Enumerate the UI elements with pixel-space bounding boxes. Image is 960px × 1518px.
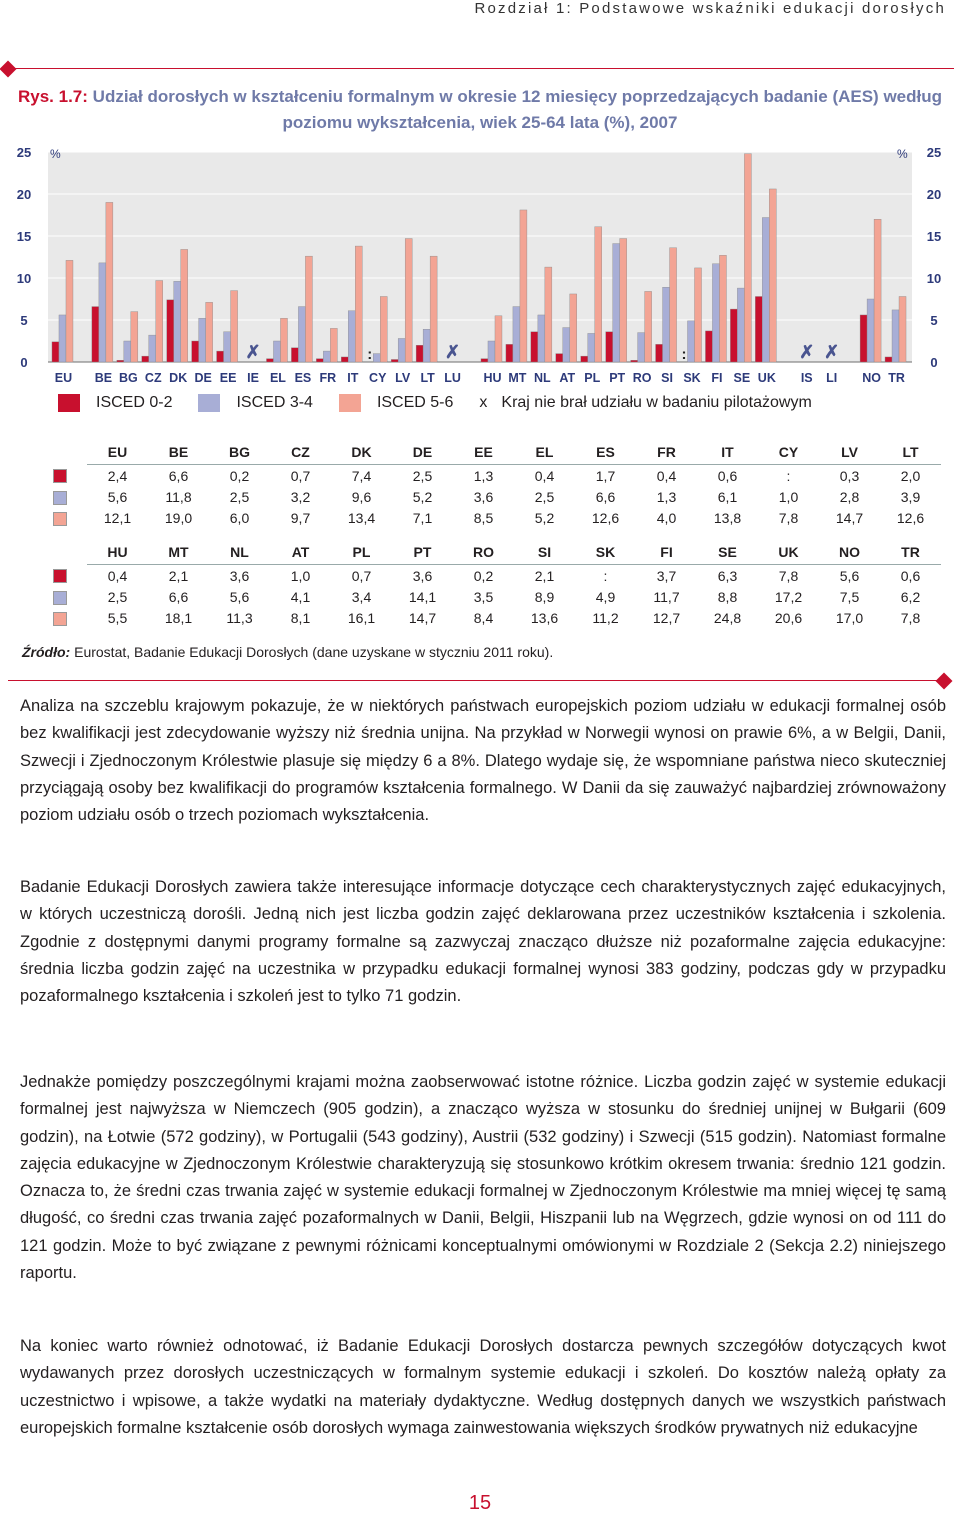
table-header-cell: LV bbox=[819, 440, 880, 465]
table-header-cell: BE bbox=[148, 440, 209, 465]
table-cell: 11,3 bbox=[226, 609, 253, 626]
missing-mark: ✗ bbox=[245, 342, 261, 362]
x-tick-label: NO bbox=[862, 371, 881, 385]
table-cell: 3,6 bbox=[229, 567, 250, 584]
table-row bbox=[32, 507, 941, 528]
running-head: Rozdział 1: Podstawowe wskaźniki edukacji dorosłych bbox=[474, 0, 946, 17]
bar-no-s1 bbox=[867, 299, 874, 362]
source-note bbox=[22, 644, 553, 660]
x-tick-label: AT bbox=[559, 371, 576, 385]
table-cell: 1,3 bbox=[473, 467, 494, 484]
bar-de-s0 bbox=[192, 341, 199, 362]
data-table-1 bbox=[32, 440, 941, 528]
x-tick-label: FI bbox=[711, 371, 723, 385]
x-tick-label: MT bbox=[508, 371, 527, 385]
bar-pl-s2 bbox=[595, 227, 602, 362]
table-cell: 14,7 bbox=[408, 609, 437, 626]
y-tick-label-left: 25 bbox=[16, 145, 32, 160]
bar-be-s0 bbox=[92, 307, 99, 362]
x-tick-label: IE bbox=[247, 371, 259, 385]
table-cell: 3,7 bbox=[656, 567, 677, 584]
x-tick-label: LV bbox=[395, 371, 411, 385]
table-header-cell: SI bbox=[514, 540, 575, 565]
bar-fr-s1 bbox=[323, 351, 330, 362]
table-header-cell: SE bbox=[697, 540, 758, 565]
table-cell: 8,9 bbox=[534, 588, 555, 605]
table-row bbox=[32, 565, 941, 587]
bar-lv-s0 bbox=[391, 359, 398, 362]
figure-title-line2: poziomu wykształcenia, wiek 25-64 lata (%), 2007 bbox=[282, 113, 678, 132]
table-cell: 0,4 bbox=[107, 567, 128, 584]
figure-title bbox=[0, 84, 960, 136]
bar-it-s1 bbox=[348, 311, 355, 362]
table-header-cell: PL bbox=[331, 540, 392, 565]
bar-mt-s0 bbox=[506, 344, 513, 362]
table-cell: 4,1 bbox=[290, 588, 311, 605]
bar-lv-s1 bbox=[398, 338, 405, 362]
table-cell: 14,1 bbox=[408, 588, 437, 605]
x-tick-label: CY bbox=[369, 371, 387, 385]
table-cell: 1,3 bbox=[656, 488, 677, 505]
table-cell: 3,4 bbox=[351, 588, 372, 605]
bar-uk-s2 bbox=[769, 189, 776, 362]
table-cell: 5,5 bbox=[107, 609, 128, 626]
table-header-cell: CY bbox=[758, 440, 819, 465]
table-cell: 13,8 bbox=[713, 509, 742, 526]
y-unit-left: % bbox=[50, 147, 61, 161]
table-header-cell: AT bbox=[270, 540, 331, 565]
x-tick-label: LI bbox=[826, 371, 838, 385]
bar-hu-s2 bbox=[495, 316, 502, 362]
table-cell: 0,7 bbox=[290, 467, 311, 484]
table-cell: : bbox=[786, 467, 791, 484]
chart-legend bbox=[58, 394, 812, 412]
bar-uk-s0 bbox=[755, 296, 762, 362]
table-cell: 3,6 bbox=[412, 567, 433, 584]
x-tick-label: ES bbox=[294, 371, 312, 385]
bar-eu-s1 bbox=[59, 315, 66, 362]
x-tick-label: SK bbox=[683, 371, 701, 385]
x-tick-label: HU bbox=[483, 371, 502, 385]
bar-ro-s2 bbox=[645, 291, 652, 362]
table-header-cell: EU bbox=[87, 440, 148, 465]
table-cell: 1,0 bbox=[778, 488, 799, 505]
paragraph-2: Badanie Edukacji Dorosłych zawiera także interesujące informacje dotyczące cech charakterystycznych zajęć edukacyjnych, w których uczestniczą dorośli. Jedną nich jest liczba godzin zajęć deklarowana przez uczestników kształcenia i szkolenia. Zgodnie z dostępnymi danymi programy formalne są zazwyczaj znacząco dłuższe niż pozaformalne zajęcia edukacyjne: średnia liczba godzin zajęć na uczestnika w przypadku edukacji formalnej wynosi 383 godziny, podczas gdy w przypadku pozaformalnego kształcenia i szkoleń jest to tylko 71 godzin. bbox=[20, 878, 946, 1006]
table-cell: 12,6 bbox=[591, 509, 620, 526]
bar-be-s1 bbox=[99, 263, 106, 362]
bar-ee-s0 bbox=[217, 351, 224, 362]
bar-hu-s0 bbox=[481, 359, 488, 362]
table-header-cell: CZ bbox=[270, 440, 331, 465]
x-tick-label: LU bbox=[444, 371, 461, 385]
x-tick-label: SI bbox=[661, 371, 673, 385]
table-cell: 8,4 bbox=[473, 609, 494, 626]
table-cell: 19,0 bbox=[164, 509, 193, 526]
table-cell: 2,1 bbox=[168, 567, 189, 584]
bar-it-s0 bbox=[341, 357, 348, 362]
table-cell: 2,8 bbox=[839, 488, 860, 505]
bar-nl-s2 bbox=[545, 267, 552, 362]
table-cell: 9,7 bbox=[290, 509, 311, 526]
table-header-cell: DK bbox=[331, 440, 392, 465]
x-tick-label: PT bbox=[609, 371, 626, 385]
y-tick-label-left: 20 bbox=[16, 187, 32, 202]
bar-se-s2 bbox=[744, 154, 751, 362]
bar-si-s2 bbox=[670, 248, 677, 362]
x-tick-label: EL bbox=[269, 371, 286, 385]
bar-dk-s0 bbox=[167, 300, 174, 362]
table-cell: 2,5 bbox=[229, 488, 250, 505]
table-header-cell: BG bbox=[209, 440, 270, 465]
table-cell: 13,6 bbox=[530, 609, 559, 626]
table-header-cell: NO bbox=[819, 540, 880, 565]
bar-cy-s2 bbox=[380, 296, 387, 362]
legend-label-isced02: ISCED 0-2 bbox=[96, 394, 173, 411]
table-cell: 2,5 bbox=[534, 488, 555, 505]
bar-bg-s1 bbox=[124, 341, 131, 362]
bar-ee-s1 bbox=[224, 332, 231, 362]
table-row bbox=[32, 465, 941, 487]
figure-title-line1: Udział dorosłych w kształceniu formalnym w okresie 12 miesięcy poprzedzających badanie (AES) według bbox=[92, 87, 942, 106]
table-cell: 0,6 bbox=[717, 467, 738, 484]
bar-pl-s0 bbox=[581, 356, 588, 362]
table-cell: 7,5 bbox=[839, 588, 860, 605]
table-row bbox=[32, 486, 941, 507]
bar-sk-s2 bbox=[695, 268, 702, 362]
bar-cz-s1 bbox=[149, 335, 156, 362]
series-marker bbox=[53, 491, 67, 505]
bar-eu-s0 bbox=[52, 342, 59, 362]
table-cell: 7,8 bbox=[778, 567, 799, 584]
y-tick-label-right: 20 bbox=[926, 187, 942, 202]
y-tick-label-right: 15 bbox=[926, 229, 942, 244]
table-cell: 6,6 bbox=[595, 488, 616, 505]
legend-label-isced34: ISCED 3-4 bbox=[236, 394, 313, 411]
bar-es-s1 bbox=[298, 307, 305, 362]
table-cell: 14,7 bbox=[835, 509, 864, 526]
table-cell: 5,6 bbox=[229, 588, 250, 605]
y-unit-right: % bbox=[897, 147, 908, 161]
bottom-rule-diamond bbox=[936, 673, 953, 690]
bar-pt-s2 bbox=[620, 239, 627, 362]
table-header-cell: DE bbox=[392, 440, 453, 465]
x-tick-label: DK bbox=[169, 371, 188, 385]
table-cell: 17,2 bbox=[774, 588, 803, 605]
table-cell: 2,4 bbox=[107, 467, 128, 484]
table-header-cell: RO bbox=[453, 540, 514, 565]
table-cell: 2,1 bbox=[534, 567, 555, 584]
bar-el-s1 bbox=[273, 341, 280, 362]
figure-number: Rys. 1.7: bbox=[18, 87, 88, 106]
table-cell: 7,8 bbox=[778, 509, 799, 526]
table-cell: 0,3 bbox=[839, 467, 860, 484]
y-tick-label-left: 10 bbox=[16, 271, 32, 286]
table-cell: 6,2 bbox=[900, 588, 921, 605]
table-cell: : bbox=[603, 567, 608, 584]
y-tick-label-right: 25 bbox=[926, 145, 942, 160]
table-header-cell: IT bbox=[697, 440, 758, 465]
bar-tr-s2 bbox=[899, 296, 906, 362]
table-cell: 8,5 bbox=[473, 509, 494, 526]
table-header-cell: ES bbox=[575, 440, 636, 465]
table-cell: 0,7 bbox=[351, 567, 372, 584]
bar-cy-s1 bbox=[373, 354, 380, 362]
table-cell: 0,2 bbox=[473, 567, 494, 584]
x-tick-label: RO bbox=[632, 371, 652, 385]
bar-bg-s2 bbox=[131, 312, 138, 362]
bar-fr-s0 bbox=[316, 359, 323, 362]
x-tick-label: DE bbox=[194, 371, 212, 385]
bar-fi-s2 bbox=[719, 255, 726, 362]
x-tick-label: LT bbox=[420, 371, 435, 385]
table-header-cell: EE bbox=[453, 440, 514, 465]
x-tick-label: PL bbox=[584, 371, 601, 385]
table-cell: 4,0 bbox=[656, 509, 677, 526]
x-tick-label: UK bbox=[757, 371, 776, 385]
series-marker bbox=[53, 591, 67, 605]
x-tick-label: SE bbox=[733, 371, 751, 385]
table-cell: 12,1 bbox=[103, 509, 132, 526]
page-number: 15 bbox=[468, 1492, 492, 1514]
bar-el-s0 bbox=[266, 359, 273, 362]
table-header-cell: FR bbox=[636, 440, 697, 465]
bar-fi-s1 bbox=[712, 264, 719, 362]
table-cell: 6,0 bbox=[229, 509, 250, 526]
table-cell: 5,2 bbox=[534, 509, 555, 526]
table-cell: 18,1 bbox=[164, 609, 193, 626]
table-row bbox=[32, 586, 941, 607]
bar-at-s1 bbox=[563, 328, 570, 362]
table-header-cell: TR bbox=[880, 540, 941, 565]
table-cell: 12,7 bbox=[652, 609, 681, 626]
bottom-rule bbox=[8, 680, 948, 681]
bar-hu-s1 bbox=[488, 341, 495, 362]
table-cell: 8,8 bbox=[717, 588, 738, 605]
bar-cz-s0 bbox=[142, 356, 149, 362]
bar-mt-s1 bbox=[513, 307, 520, 362]
table-cell: 3,9 bbox=[900, 488, 921, 505]
series-marker bbox=[53, 512, 67, 526]
y-tick-label-right: 5 bbox=[930, 313, 938, 328]
x-tick-label: IT bbox=[347, 371, 359, 385]
x-tick-label: TR bbox=[888, 371, 905, 385]
bar-se-s1 bbox=[737, 288, 744, 362]
bar-lt-s0 bbox=[416, 345, 423, 362]
data-table-2 bbox=[32, 540, 941, 628]
missing-mark: ✗ bbox=[445, 342, 461, 362]
bar-el-s2 bbox=[280, 318, 287, 362]
legend-x-symbol: x bbox=[479, 394, 488, 411]
not-available-mark: : bbox=[367, 346, 373, 363]
y-tick-label-left: 5 bbox=[20, 313, 28, 328]
table-cell: 6,3 bbox=[717, 567, 738, 584]
table-row bbox=[32, 607, 941, 628]
x-tick-label: CZ bbox=[144, 371, 162, 385]
bar-pl-s1 bbox=[588, 333, 595, 362]
table-cell: 7,8 bbox=[900, 609, 921, 626]
table-cell: 24,8 bbox=[713, 609, 742, 626]
table-header-cell: SK bbox=[575, 540, 636, 565]
bar-de-s1 bbox=[199, 318, 206, 362]
bar-dk-s1 bbox=[174, 281, 181, 362]
x-tick-label: FR bbox=[319, 371, 337, 385]
table-cell: 6,6 bbox=[168, 467, 189, 484]
bar-pt-s0 bbox=[606, 332, 613, 362]
table-cell: 0,4 bbox=[656, 467, 677, 484]
table-header-cell: MT bbox=[148, 540, 209, 565]
table-header-cell: HU bbox=[87, 540, 148, 565]
table-cell: 9,6 bbox=[351, 488, 372, 505]
bar-es-s2 bbox=[305, 256, 312, 362]
top-rule bbox=[8, 68, 954, 69]
x-tick-label: NL bbox=[534, 371, 551, 385]
legend-swatch-isced02 bbox=[58, 394, 80, 412]
table-cell: 8,1 bbox=[290, 609, 311, 626]
y-tick-label-right: 0 bbox=[930, 355, 938, 370]
bar-chart bbox=[10, 140, 950, 390]
bar-bg-s0 bbox=[117, 360, 124, 362]
table-cell: 13,4 bbox=[347, 509, 376, 526]
series-marker bbox=[53, 569, 67, 583]
bar-de-s2 bbox=[206, 302, 213, 362]
bar-no-s0 bbox=[860, 315, 867, 362]
x-tick-label: BE bbox=[94, 371, 113, 385]
y-tick-label-left: 15 bbox=[16, 229, 32, 244]
series-marker bbox=[53, 612, 67, 626]
table-cell: 2,0 bbox=[900, 467, 921, 484]
missing-mark: ✗ bbox=[799, 342, 815, 362]
bar-lt-s1 bbox=[423, 329, 430, 362]
table-cell: 11,2 bbox=[592, 609, 619, 626]
bar-cz-s2 bbox=[156, 281, 163, 362]
bar-uk-s1 bbox=[762, 218, 769, 362]
table-cell: 11,7 bbox=[653, 588, 680, 605]
bar-no-s2 bbox=[874, 219, 881, 362]
table-cell: 3,2 bbox=[290, 488, 311, 505]
bar-fi-s0 bbox=[705, 331, 712, 362]
table-cell: 6,6 bbox=[168, 588, 189, 605]
table-cell: 0,6 bbox=[900, 567, 921, 584]
not-available-mark: : bbox=[681, 346, 687, 363]
table-cell: 0,2 bbox=[229, 467, 250, 484]
legend-label-isced56: ISCED 5-6 bbox=[376, 394, 454, 411]
bar-at-s0 bbox=[556, 354, 563, 362]
table-cell: 1,0 bbox=[290, 567, 311, 584]
bar-si-s0 bbox=[656, 344, 663, 362]
bar-mt-s2 bbox=[520, 210, 527, 362]
y-tick-label-left: 0 bbox=[20, 355, 28, 370]
table-cell: 1,7 bbox=[595, 467, 616, 484]
table-header-cell: UK bbox=[758, 540, 819, 565]
table-cell: 17,0 bbox=[835, 609, 864, 626]
x-tick-label: EU bbox=[54, 371, 73, 385]
bar-tr-s0 bbox=[885, 357, 892, 362]
bar-nl-s1 bbox=[538, 315, 545, 362]
y-tick-label-right: 10 bbox=[926, 271, 942, 286]
table-cell: 11,8 bbox=[165, 488, 192, 505]
bar-ro-s0 bbox=[631, 360, 638, 362]
bar-eu-s2 bbox=[66, 260, 73, 362]
table-cell: 20,6 bbox=[774, 609, 803, 626]
table-cell: 0,4 bbox=[534, 467, 555, 484]
table-cell: 2,5 bbox=[107, 588, 128, 605]
table-cell: 12,6 bbox=[896, 509, 925, 526]
bar-es-s0 bbox=[291, 348, 298, 362]
bar-lv-s2 bbox=[405, 239, 412, 362]
source-text: Eurostat, Badanie Edukacji Dorosłych (dane uzyskane w styczniu 2011 roku). bbox=[70, 644, 554, 660]
legend-swatch-isced56 bbox=[339, 394, 361, 412]
table-cell: 4,9 bbox=[595, 588, 616, 605]
top-rule-diamond bbox=[0, 61, 16, 78]
table-cell: 5,2 bbox=[412, 488, 433, 505]
bar-tr-s1 bbox=[892, 310, 899, 362]
bar-si-s1 bbox=[663, 287, 670, 362]
table-cell: 2,5 bbox=[412, 467, 433, 484]
table-cell: 7,1 bbox=[412, 509, 433, 526]
bar-it-s2 bbox=[355, 246, 362, 362]
table-cell: 6,1 bbox=[717, 488, 738, 505]
bar-fr-s2 bbox=[330, 328, 337, 362]
table-header-cell: LT bbox=[880, 440, 941, 465]
table-cell: 7,4 bbox=[351, 467, 372, 484]
bar-lt-s2 bbox=[430, 256, 437, 362]
missing-mark: ✗ bbox=[824, 342, 840, 362]
table-cell: 5,6 bbox=[839, 567, 860, 584]
x-tick-label: EE bbox=[219, 371, 237, 385]
table-cell: 3,6 bbox=[473, 488, 494, 505]
table-cell: 5,6 bbox=[107, 488, 128, 505]
bar-dk-s2 bbox=[181, 249, 188, 362]
source-label: Źródło: bbox=[22, 644, 71, 660]
series-marker bbox=[53, 469, 67, 483]
table-header-cell: NL bbox=[209, 540, 270, 565]
legend-x-text: Kraj nie brał udziału w badaniu pilotażowym bbox=[501, 394, 812, 411]
bar-be-s2 bbox=[106, 202, 113, 362]
x-tick-label: IS bbox=[800, 371, 813, 385]
table-cell: 3,5 bbox=[473, 588, 494, 605]
table-cell: 16,1 bbox=[347, 609, 376, 626]
x-tick-label: BG bbox=[118, 371, 138, 385]
table-header-cell: FI bbox=[636, 540, 697, 565]
paragraph-4: Na koniec warto również odnotować, iż Badanie Edukacji Dorosłych dostarcza pewnych szczegółów dotyczących kwot wydawanych przez dorosłych uczestniczących w formalnym systemie edukacji i szkoleń. Do kosztów należą opłaty za uczestnictwo i wpisowe, a także wydatki na materiały dydaktyczne. Według dostępnych danych we wszystkich państwach europejskich formalne kształcenie osób dorosłych wymaga zainwestowania większych środków prywatnych niż edukacyjne bbox=[20, 1337, 946, 1437]
bar-se-s0 bbox=[730, 309, 737, 362]
bar-sk-s1 bbox=[688, 321, 695, 362]
paragraph-1: Analiza na szczeblu krajowym pokazuje, że w niektórych państwach europejskich poziom udziału w edukacji formalnej osób bez kwalifikacji jest zdecydowanie wyższy niż średnia unijna. Na przykład w Norwegii wynosi on prawie 6%, a w Belgii, Danii, Szwecji i Zjednoczonym Królestwie plasuje się między 6 a 8%. Dlatego wydaje się, że wspomniane państwa nieco skuteczniej przyciągają osoby bez kwalifikacji do programów kształcenia formalnego. W Danii da się zauważyć najbardziej zrównoważony poziom udziału osób o trzech poziomach wykształcenia. bbox=[20, 697, 946, 825]
bar-ro-s1 bbox=[638, 333, 645, 362]
legend-swatch-isced34 bbox=[198, 394, 220, 412]
paragraph-3: Jednakże pomiędzy poszczególnymi krajami można zaobserwować istotne różnice. Liczba godzin zajęć w systemie edukacji formalnej jest najwyższa w Niemczech (905 godzin), a znacząco wyższa w stosunku do średniej unijnej w Bułgarii (609 godzin), na Łotwie (572 godziny), w Portugalii (543 godziny), Austrii (532 godziny) i Szwecji (515 godzin). Natomiast formalne zajęcia edukacyjne w Zjednoczonym Królestwie charakteryzują się stosunkowo krótkim okresem trwania: średnio 121 godzin. Oznacza to, że średni czas trwania zajęć w systemie edukacji formalnej w Zjednoczonym Królestwie ma mniej więcej tę samą długość, co średni czas trwania zajęć pozaformalnych w Danii, Belgii, Hiszpanii lub na Węgrzech, gdzie wynosi on od 111 do 121 godzin. Może to być związane z pewnymi różnicami konceptualnymi omówionymi w Rozdziale 2 (Sekcja 2.2) niniejszego raportu. bbox=[20, 1073, 946, 1283]
bar-at-s2 bbox=[570, 294, 577, 362]
bar-pt-s1 bbox=[613, 244, 620, 362]
bar-nl-s0 bbox=[531, 332, 538, 362]
bar-ee-s2 bbox=[231, 291, 238, 362]
table-header-cell: PT bbox=[392, 540, 453, 565]
table-header-cell: EL bbox=[514, 440, 575, 465]
